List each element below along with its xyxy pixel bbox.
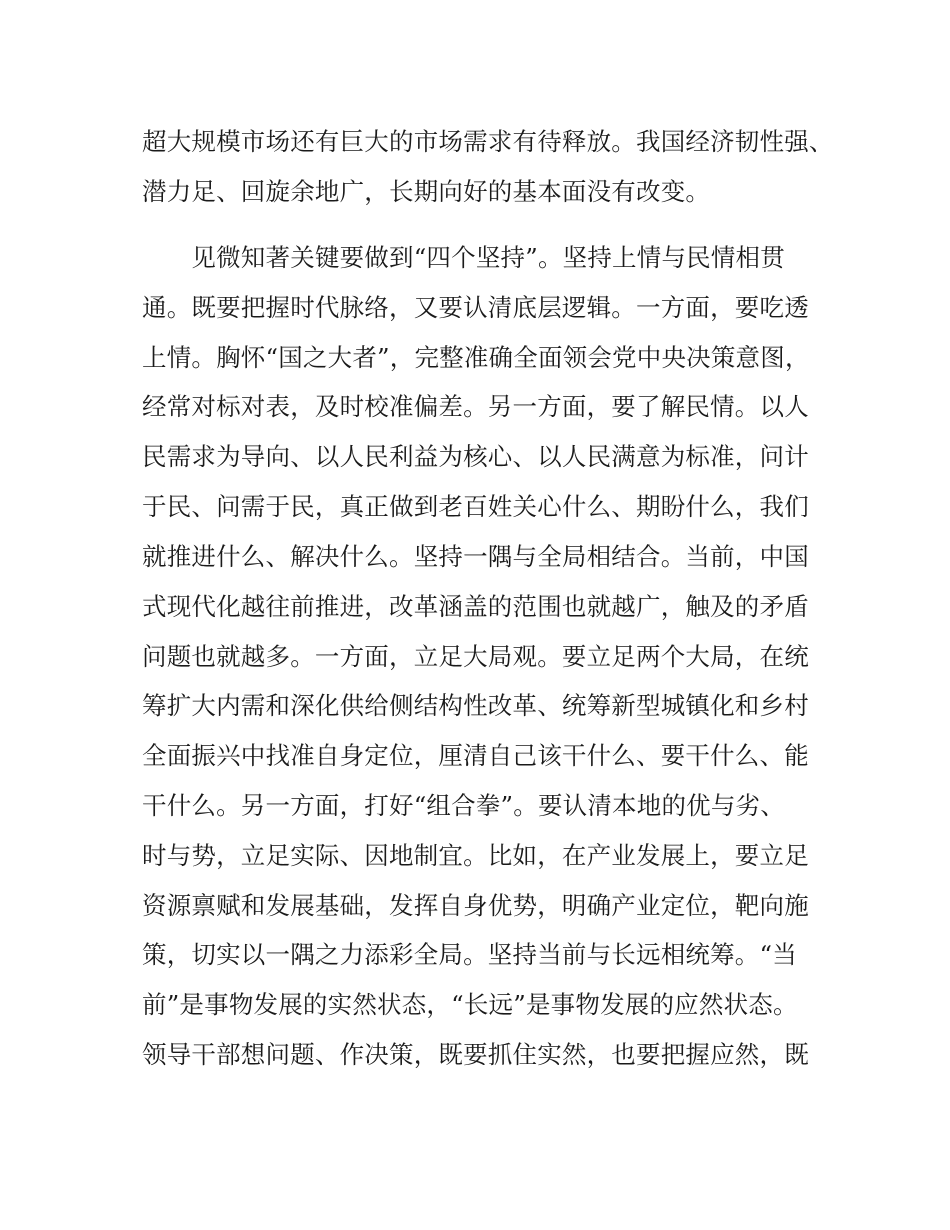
text-line: 通。既要把握时代脉络，又要认清底层逻辑。一方面，要吃透 [142, 293, 809, 322]
text-line: 时与势，立足实际、因地制宜。比如，在产业发展上，要立足 [142, 841, 809, 870]
text-line: 前”是事物发展的实然状态，“长远”是事物发展的应然状态。 [142, 990, 798, 1019]
text-line: 干什么。另一方面，打好“组合拳”。要认清本地的优与劣、 [142, 791, 785, 820]
text-line: 领导干部想问题、作决策，既要抓住实然，也要把握应然，既 [142, 1040, 809, 1069]
text-line: 上情。胸怀“国之大者”，完整准确全面领会党中央决策意图， [142, 343, 810, 372]
text-line: 于民、问需于民，真正做到老百姓关心什么、期盼什么，我们 [142, 492, 809, 521]
text-line: 问题也就越多。一方面，立足大局观。要立足两个大局，在统 [142, 642, 809, 671]
text-line: 经常对标对表，及时校准偏差。另一方面，要了解民情。以人 [142, 392, 809, 421]
text-line: 就推进什么、解决什么。坚持一隅与全局相结合。当前，中国 [142, 542, 809, 571]
text-line: 超大规模市场还有巨大的市场需求有待释放。我国经济韧性强、 [142, 127, 834, 156]
text-line: 式现代化越往前推进，改革涵盖的范围也就越广，触及的矛盾 [142, 592, 809, 621]
text-line: 潜力足、回旋余地广，长期向好的基本面没有改变。 [142, 177, 711, 206]
paragraph-start-line: 见微知著关键要做到“四个坚持”。坚持上情与民情相贯 [142, 243, 785, 272]
text-line: 全面振兴中找准自身定位，厘清自己该干什么、要干什么、能 [142, 741, 809, 770]
text-line: 资源禀赋和发展基础，发挥自身优势，明确产业定位，靶向施 [142, 891, 809, 920]
text-line: 策，切实以一隅之力添彩全局。坚持当前与长远相统筹。“当 [142, 940, 797, 969]
text-line: 筹扩大内需和深化供给侧结构性改革、统筹新型城镇化和乡村 [142, 691, 809, 720]
text-line: 民需求为导向、以人民利益为核心、以人民满意为标准，问计 [142, 442, 809, 471]
